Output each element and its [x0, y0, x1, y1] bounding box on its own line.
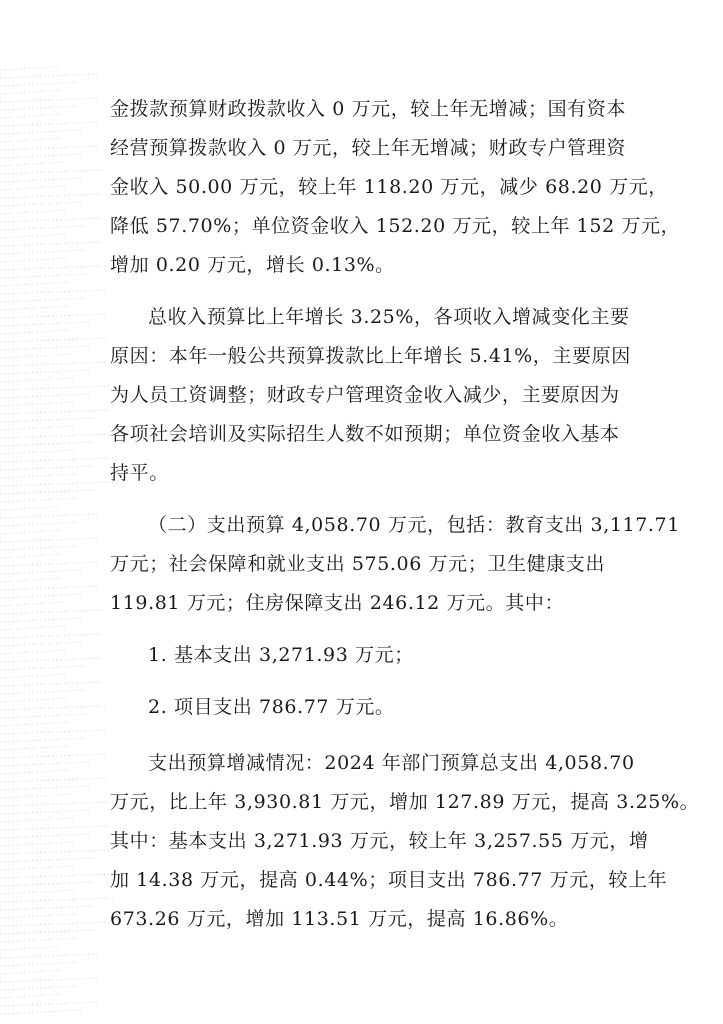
- list-item: 1. 基本支出 3,271.93 万元；: [148, 644, 414, 666]
- scan-artifact: [0, 418, 93, 422]
- scan-artifact: [0, 634, 102, 638]
- scan-artifact: [0, 322, 89, 326]
- scan-artifact: [0, 74, 97, 78]
- scan-artifact: [0, 930, 96, 934]
- scan-artifact: [0, 226, 85, 230]
- scan-artifact: [0, 682, 104, 686]
- scan-artifact: [0, 738, 88, 742]
- scan-artifact: [0, 186, 65, 190]
- scan-artifact: [0, 362, 109, 366]
- scan-artifact: [0, 954, 97, 958]
- text-line: 为人员工资调整；财政专户管理资金收入减少，主要原因为: [110, 384, 620, 406]
- scan-artifact: [0, 114, 62, 118]
- scan-artifact: [0, 826, 110, 830]
- text-line: 其中：基本支出 3,271.93 万元，较上年 3,257.55 万元，增: [110, 830, 649, 852]
- scan-artifact: [0, 338, 108, 342]
- text-line: 673.26 万元，增加 113.51 万元，提高 16.86%。: [110, 908, 569, 930]
- scan-artifact: [0, 962, 79, 966]
- scan-artifact: [0, 330, 71, 334]
- scan-artifact: [0, 402, 74, 406]
- scan-artifact: [0, 690, 86, 694]
- scan-artifact: [0, 426, 75, 430]
- scan-artifact: [0, 906, 95, 910]
- scan-artifact: [0, 538, 98, 542]
- scan-artifact: [0, 770, 71, 774]
- scan-artifact: [0, 466, 95, 470]
- scan-artifact: [0, 562, 99, 566]
- scan-artifact: [0, 1002, 99, 1006]
- scan-artifact: [0, 394, 92, 398]
- text-line: （二）支出预算 4,058.70 万元，包括：教育支出 3,117.71: [148, 514, 680, 536]
- scan-artifact: [0, 818, 73, 822]
- text-line: 金拨款预算财政拨款收入 0 万元，较上年无增减；国有资本: [110, 98, 626, 120]
- text-line: 原因：本年一般公共预算拨款比上年增长 5.41%，主要原因: [110, 345, 631, 367]
- scan-artifact: [0, 578, 63, 582]
- scan-artifact: [0, 290, 106, 294]
- text-line: 金收入 50.00 万元，较上年 118.20 万元，减少 68.20 万元，: [110, 176, 668, 198]
- scan-artifact: [0, 706, 105, 710]
- scan-artifact: [0, 778, 108, 782]
- scan-artifact: [0, 698, 68, 702]
- scan-artifact: [0, 986, 80, 990]
- scan-artifact: [0, 258, 68, 262]
- scan-artifact: [0, 434, 112, 438]
- scan-artifact: [0, 234, 67, 238]
- scan-artifact: [0, 370, 91, 374]
- scan-artifact: [0, 474, 77, 478]
- scan-artifact: [0, 82, 79, 86]
- scan-artifact: [0, 442, 94, 446]
- scan-artifact: [0, 210, 66, 214]
- scan-artifact: [0, 914, 77, 918]
- scan-artifact: [0, 1010, 81, 1014]
- scan-artifact: [0, 194, 102, 198]
- scan-artifact: [0, 994, 62, 998]
- scan-artifact: [0, 626, 65, 630]
- scan-artifact: [0, 162, 64, 166]
- scan-artifact: [0, 306, 70, 310]
- scan-artifact: [0, 794, 72, 798]
- scan-artifact: [0, 730, 106, 734]
- scan-artifact: [0, 482, 114, 486]
- scan-artifact: [0, 810, 91, 814]
- scan-artifact: [0, 786, 90, 790]
- scan-artifact: [0, 946, 60, 950]
- text-line: 降低 57.70%；单位资金收入 152.20 万元，较上年 152 万元，: [110, 215, 681, 237]
- scan-artifact: [0, 642, 84, 646]
- text-line: 加 14.38 万元，提高 0.44%；项目支出 786.77 万元，较上年: [110, 869, 668, 891]
- text-line: 万元；社会保障和就业支出 575.06 万元；卫生健康支出: [110, 553, 605, 575]
- scan-artifact: [0, 842, 74, 846]
- scan-artifact: [0, 202, 84, 206]
- scan-artifact: [0, 650, 66, 654]
- scan-artifact: [0, 922, 114, 926]
- scan-artifact: [0, 554, 62, 558]
- scan-artifact: [0, 714, 87, 718]
- scan-artifact: [0, 410, 111, 414]
- text-line: 经营预算拨款收入 0 万元，较上年无增减；财政专户管理资: [110, 137, 626, 159]
- scan-artifact: [0, 282, 69, 286]
- text-line: 增加 0.20 万元，增长 0.13%。: [110, 254, 395, 276]
- scan-artifact: [0, 138, 63, 142]
- scan-artifact: [0, 354, 72, 358]
- scan-artifact: [0, 130, 81, 134]
- scan-artifact: [0, 866, 75, 870]
- scan-artifact: [0, 506, 60, 510]
- scan-artifact: [0, 762, 89, 766]
- scan-artifact: [0, 218, 103, 222]
- scan-artifact: [0, 802, 109, 806]
- scan-artifact: [0, 938, 78, 942]
- scan-artifact: [0, 266, 105, 270]
- scan-artifact: [0, 242, 104, 246]
- scan-artifact: [0, 274, 87, 278]
- scan-artifact: [0, 970, 61, 974]
- scan-artifact: [0, 298, 88, 302]
- text-line: 万元，比上年 3,930.81 万元，增加 127.89 万元，提高 3.25%。: [110, 791, 700, 813]
- scan-artifact: [0, 754, 107, 758]
- scan-artifact: [0, 146, 100, 150]
- scan-artifact: [0, 90, 61, 94]
- scan-artifact: [0, 178, 83, 182]
- scan-artifact: [0, 978, 98, 982]
- text-line: 各项社会培训及实际招生人数不如预期；单位资金收入基本: [110, 423, 620, 445]
- scan-artifact: [0, 882, 94, 886]
- scan-artifact: [0, 674, 67, 678]
- scan-artifact: [0, 890, 76, 894]
- text-line: 总收入预算比上年增长 3.25%，各项收入增减变化主要: [148, 306, 630, 328]
- scan-artifact: [0, 122, 99, 126]
- text-line: 支出预算增减情况：2024 年部门预算总支出 4,058.70: [148, 752, 635, 774]
- scan-artifact: [0, 594, 82, 598]
- scan-artifact: [0, 98, 98, 102]
- scan-artifact: [0, 250, 86, 254]
- scan-artifact: [0, 490, 96, 494]
- scan-artifact: [0, 834, 92, 838]
- scan-artifact: [0, 618, 83, 622]
- scan-artifact: [0, 514, 97, 518]
- scan-artifact: [0, 154, 82, 158]
- scan-artifact: [0, 858, 93, 862]
- scan-artifact: [0, 546, 80, 550]
- scan-artifact: [0, 746, 70, 750]
- scan-artifact: [0, 874, 112, 878]
- scan-artifact: [0, 170, 101, 174]
- scan-artifact: [0, 658, 103, 662]
- scan-artifact: [0, 570, 81, 574]
- scan-artifact: [0, 450, 76, 454]
- scan-artifact: [0, 602, 64, 606]
- scan-artifact: [0, 458, 113, 462]
- scan-artifact: [0, 666, 85, 670]
- scan-artifact: [0, 314, 107, 318]
- scan-artifact: [0, 522, 79, 526]
- list-item: 2. 项目支出 786.77 万元。: [148, 696, 395, 718]
- scan-artifact: [0, 898, 113, 902]
- scan-artifact: [0, 850, 111, 854]
- scan-artifact: [0, 610, 101, 614]
- scan-artifact: [0, 106, 80, 110]
- scan-artifact: [0, 586, 100, 590]
- text-line: 持平。: [110, 462, 169, 484]
- scan-artifact: [0, 498, 78, 502]
- scan-artifact: [0, 66, 60, 70]
- scan-artifact: [0, 346, 90, 350]
- scan-artifact: [0, 530, 61, 534]
- scan-artifact: [0, 378, 73, 382]
- scan-artifact: [0, 722, 69, 726]
- text-line: 119.81 万元；住房保障支出 246.12 万元。其中：: [110, 592, 565, 614]
- scan-artifact: [0, 386, 110, 390]
